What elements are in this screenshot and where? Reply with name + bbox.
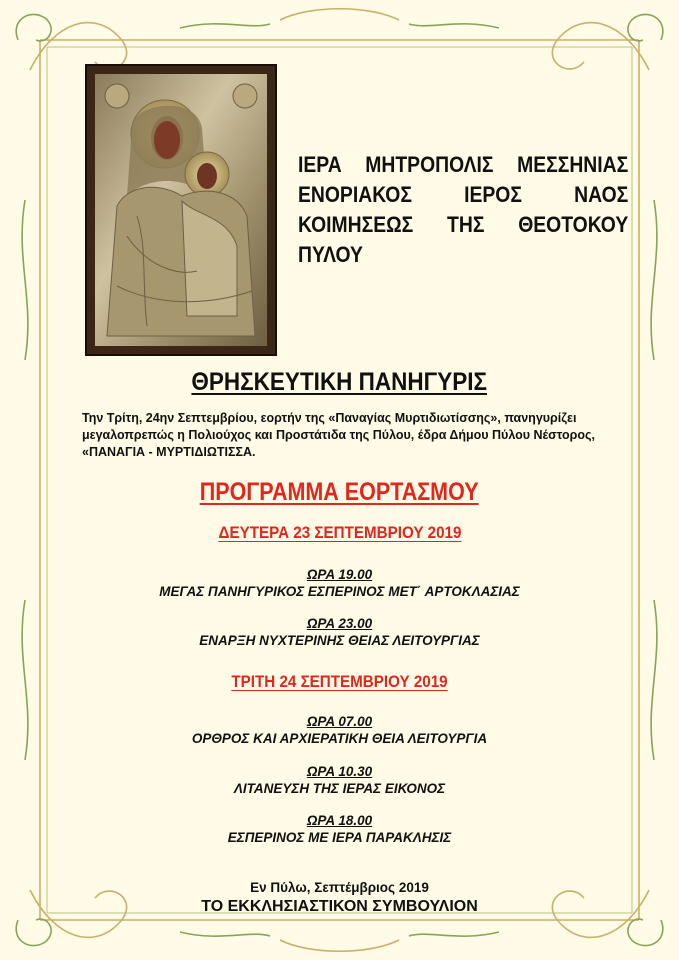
header-line-3: ΚΟΙΜΗΣΕΩΣ ΤΗΣ ΘΕΟΤΟΚΟΥ <box>298 212 629 237</box>
footer-place-date: Εν Πύλω, Σεπτέμβριος 2019 <box>250 880 429 895</box>
event-2 <box>0 615 679 649</box>
intro-paragraph <box>82 410 612 461</box>
event-time: ΩΡΑ 19.00 <box>306 567 373 582</box>
header-line-4: ΠΥΛΟΥ <box>298 242 363 267</box>
intro-line-3: «ΠΑΝΑΓΙΑ - ΜΥΡΤΙΔΙΩΤΙΣΣΑ. <box>82 445 256 459</box>
church-header <box>298 150 628 270</box>
header-line-1: ΙΕΡΑ ΜΗΤΡΟΠΟΛΙΣ ΜΕΣΣΗΝΙΑΣ <box>298 152 629 177</box>
event-description: ΕΝΑΡΞΗ ΝΥΧΤΕΡΙΝΗΣ ΘΕΙΑΣ ΛΕΙΤΟΥΡΓΙΑΣ <box>199 633 480 648</box>
event-description: ΛΙΤΑΝΕΥΣΗ ΤΗΣ ΙΕΡΑΣ ΕΙΚΟΝΟΣ <box>233 781 446 796</box>
event-time: ΩΡΑ 23.00 <box>306 616 373 631</box>
header-line-2: ΕΝΟΡΙΑΚΟΣ ΙΕΡΟΣ ΝΑΟΣ <box>298 182 629 207</box>
event-5 <box>0 812 679 846</box>
event-description: ΟΡΘΡΟΣ ΚΑΙ ΑΡΧΙΕΡΑΤΙΚΗ ΘΕΙΑ ΛΕΙΤΟΥΡΓΙΑ <box>191 731 488 746</box>
event-time: ΩΡΑ 10.30 <box>306 764 373 779</box>
day-heading-2: ΤΡΙΤΗ 24 ΣΕΠΤΕΜΒΡΙΟΥ 2019 <box>231 673 448 691</box>
intro-line-1: Την Τρίτη, 24ην Σεπτεμβρίου, εορτήν της «Παναγίας Μυρτιδιωτίσσης», πανηγυρίζει <box>82 411 577 425</box>
poster-title: ΘΡΗΣΚΕΥΤΙΚΗ ΠΑΝΗΓΥΡΙΣ <box>191 368 488 396</box>
footer-signature: ΤΟ ΕΚΚΛΗΣΙΑΣΤΙΚΟΝ ΣΥΜΒΟΥΛΙΟΝ <box>201 898 478 915</box>
day-heading-1: ΔΕΥΤΕΡΑ 23 ΣΕΠΤΕΜΒΡΙΟΥ 2019 <box>218 524 461 542</box>
event-time: ΩΡΑ 07.00 <box>306 714 373 729</box>
intro-line-2: μεγαλοπρεπώς η Πολιούχος και Προστάτιδα της Πύλου, έδρα Δήμου Πύλου Νέστορος, <box>82 428 595 442</box>
religious-icon-image <box>85 64 277 356</box>
event-description: ΜΕΓΑΣ ΠΑΝΗΓΥΡΙΚΟΣ ΕΣΠΕΡΙΝΟΣ ΜΕΤ΄ ΑΡΤΟΚΛΑΣΙΑΣ <box>159 584 520 599</box>
event-1 <box>0 566 679 600</box>
program-title: ΠΡΟΓΡΑΜΜΑ ΕΟΡΤΑΣΜΟΥ <box>200 478 479 506</box>
event-time: ΩΡΑ 18.00 <box>306 813 373 828</box>
event-description: ΕΣΠΕΡΙΝΟΣ ΜΕ ΙΕΡΑ ΠΑΡΑΚΛΗΣΙΣ <box>227 830 452 845</box>
event-3 <box>0 713 679 747</box>
event-4 <box>0 763 679 797</box>
virgin-and-child-icon <box>87 66 275 354</box>
